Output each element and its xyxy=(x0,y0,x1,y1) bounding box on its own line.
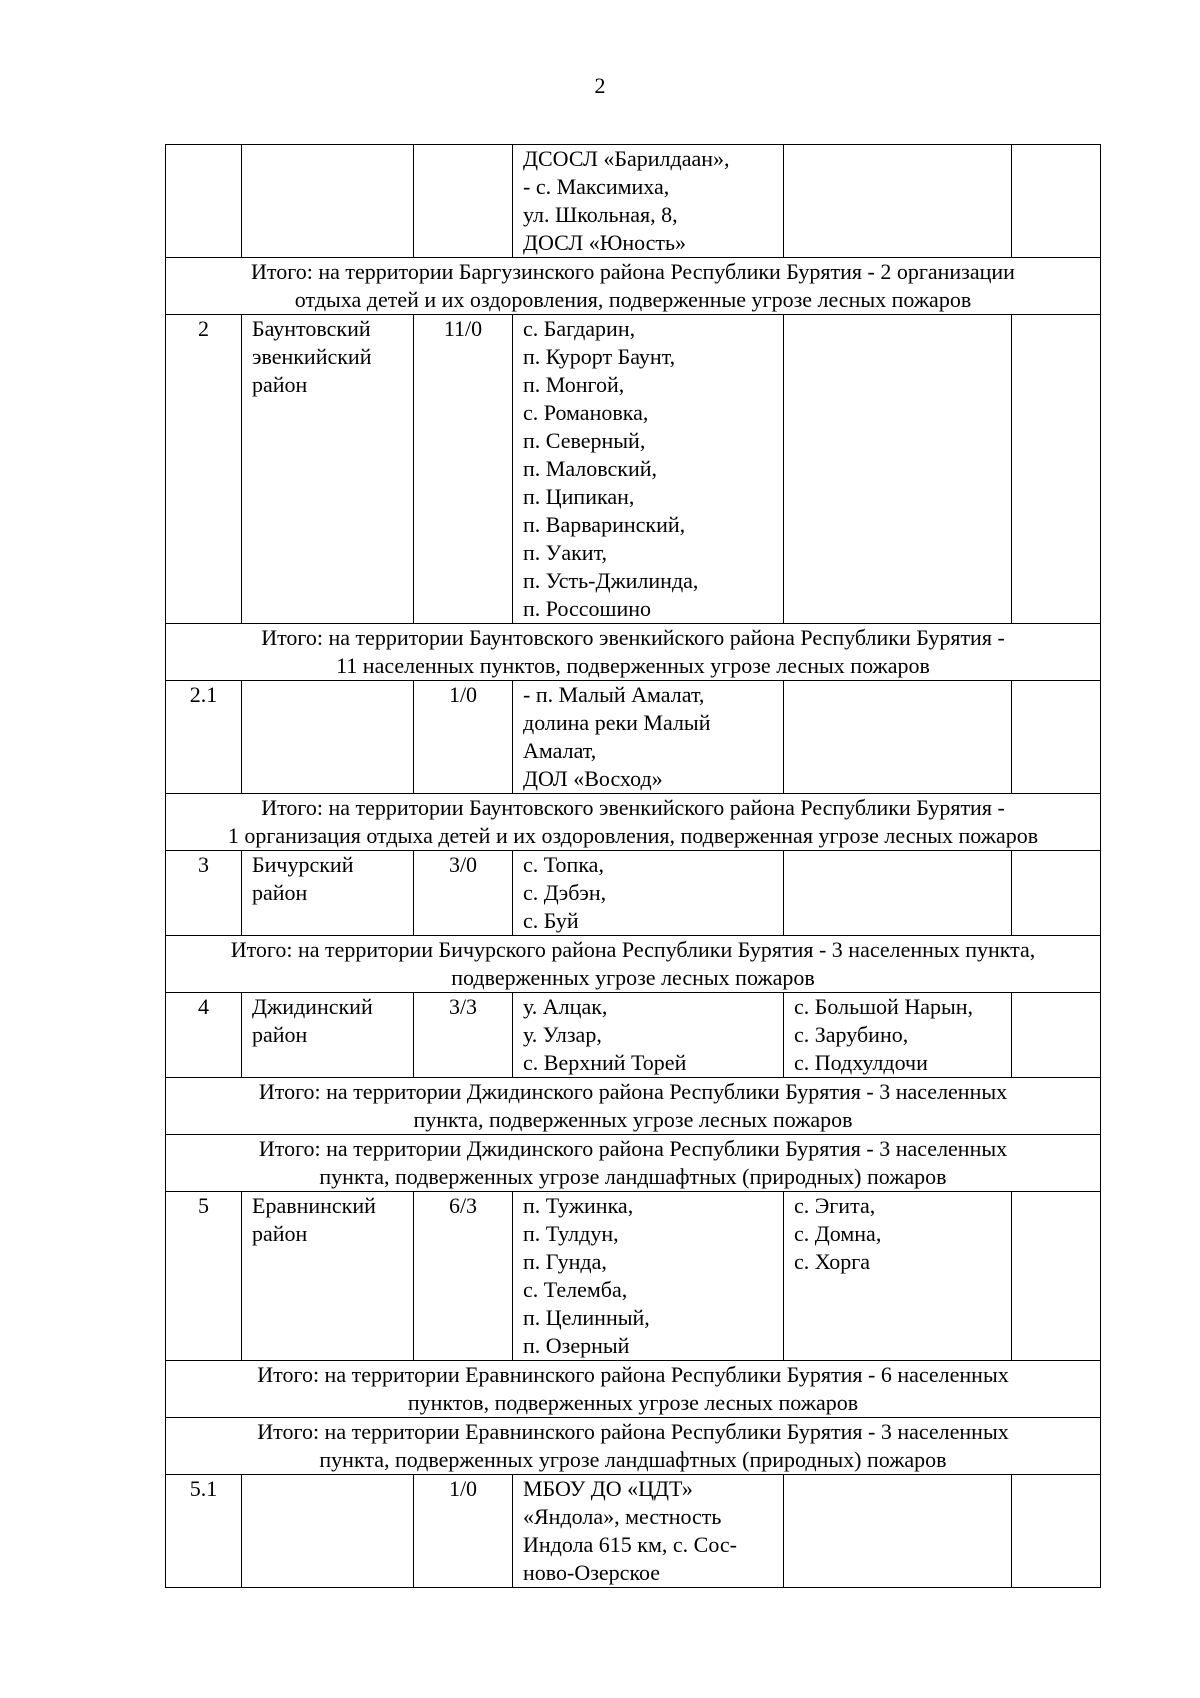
settlements-landscape-cell: с. Большой Нарын, с. Зарубино, с. Подхулдочи xyxy=(784,993,1012,1078)
table-row xyxy=(166,993,1101,1078)
row-number-cell: 2.1 xyxy=(166,681,242,794)
district-cell xyxy=(242,681,414,794)
count-cell: 3/0 xyxy=(414,851,513,936)
table-row xyxy=(166,681,1101,794)
table-row xyxy=(166,1475,1101,1588)
count-cell xyxy=(414,145,513,258)
total-row xyxy=(166,1135,1101,1192)
total-row xyxy=(166,1361,1101,1418)
table-row xyxy=(166,851,1101,936)
settlements-cell: - п. Малый Амалат, долина реки Малый Амалат, ДОЛ «Восход» xyxy=(513,681,784,794)
count-cell: 6/3 xyxy=(414,1192,513,1361)
settlements-landscape-cell xyxy=(784,145,1012,258)
settlements-landscape-cell xyxy=(784,1475,1012,1588)
note-cell xyxy=(1012,993,1101,1078)
total-text: Итого: на территории Еравнинского района Республики Бурятия - 3 населенных пункта, подверженных угрозе ландшафтных (природных) пожаров xyxy=(166,1418,1101,1475)
settlements-cell: ДСОСЛ «Барилдаан», - с. Максимиха, ул. Школьная, 8, ДОСЛ «Юность» xyxy=(513,145,784,258)
note-cell xyxy=(1012,315,1101,624)
count-cell: 11/0 xyxy=(414,315,513,624)
total-row xyxy=(166,258,1101,315)
note-cell xyxy=(1012,145,1101,258)
total-text: Итого: на территории Джидинского района Республики Бурятия - 3 населенных пункта, подверженных угрозе ландшафтных (природных) пожаров xyxy=(166,1135,1101,1192)
total-row xyxy=(166,794,1101,851)
settlements-landscape-cell xyxy=(784,851,1012,936)
table-row xyxy=(166,315,1101,624)
count-cell: 1/0 xyxy=(414,681,513,794)
settlements-cell: МБОУ ДО «ЦДТ» «Яндола», местность Индола 615 км, с. Сос- ново-Озерское xyxy=(513,1475,784,1588)
settlements-landscape-cell xyxy=(784,315,1012,624)
row-number-cell: 5 xyxy=(166,1192,242,1361)
district-cell: Баунтовский эвенкийский район xyxy=(242,315,414,624)
district-cell: Джидинский район xyxy=(242,993,414,1078)
total-text: Итого: на территории Баунтовского эвенкийского района Республики Бурятия - 1 организация отдыха детей и их оздоровления, подверженная угрозе лесных пожаров xyxy=(166,794,1101,851)
settlements-cell: с. Багдарин, п. Курорт Баунт, п. Монгой, с. Романовка, п. Северный, п. Маловский, п. Ципикан, п. Варваринский, п. Уакит, п. Усть-Джилинда, п. Россошино xyxy=(513,315,784,624)
settlements-landscape-cell xyxy=(784,681,1012,794)
total-text: Итого: на территории Баунтовского эвенкийского района Республики Бурятия - 11 населенных пунктов, подверженных угрозе лесных пожаров xyxy=(166,624,1101,681)
district-cell: Бичурский район xyxy=(242,851,414,936)
row-number-cell: 2 xyxy=(166,315,242,624)
row-number-cell: 4 xyxy=(166,993,242,1078)
district-cell: Еравнинский район xyxy=(242,1192,414,1361)
row-number-cell: 3 xyxy=(166,851,242,936)
total-text: Итого: на территории Еравнинского района Республики Бурятия - 6 населенных пунктов, подверженных угрозе лесных пожаров xyxy=(166,1361,1101,1418)
note-cell xyxy=(1012,1475,1101,1588)
district-cell xyxy=(242,1475,414,1588)
note-cell xyxy=(1012,1192,1101,1361)
row-number-cell xyxy=(166,145,242,258)
count-cell: 1/0 xyxy=(414,1475,513,1588)
settlements-cell: с. Топка, с. Дэбэн, с. Буй xyxy=(513,851,784,936)
settlements-table xyxy=(165,144,1101,1588)
page-number: 2 xyxy=(594,73,606,98)
total-row xyxy=(166,1418,1101,1475)
settlements-cell: п. Тужинка, п. Тулдун, п. Гунда, с. Телемба, п. Целинный, п. Озерный xyxy=(513,1192,784,1361)
total-text: Итого: на территории Бичурского района Республики Бурятия - 3 населенных пункта, подверженных угрозе лесных пожаров xyxy=(166,936,1101,993)
count-cell: 3/3 xyxy=(414,993,513,1078)
row-number-cell: 5.1 xyxy=(166,1475,242,1588)
total-row xyxy=(166,936,1101,993)
settlements-landscape-cell: с. Эгита, с. Домна, с. Хорга xyxy=(784,1192,1012,1361)
total-row xyxy=(166,624,1101,681)
table-row xyxy=(166,145,1101,258)
total-text: Итого: на территории Баргузинского района Республики Бурятия - 2 организации отдыха детей и их оздоровления, подверженные угрозе лесных пожаров xyxy=(166,258,1101,315)
table-row xyxy=(166,1192,1101,1361)
note-cell xyxy=(1012,851,1101,936)
total-text: Итого: на территории Джидинского района Республики Бурятия - 3 населенных пункта, подверженных угрозе лесных пожаров xyxy=(166,1078,1101,1135)
note-cell xyxy=(1012,681,1101,794)
district-cell xyxy=(242,145,414,258)
total-row xyxy=(166,1078,1101,1135)
settlements-cell: у. Алцак, у. Улзар, с. Верхний Торей xyxy=(513,993,784,1078)
